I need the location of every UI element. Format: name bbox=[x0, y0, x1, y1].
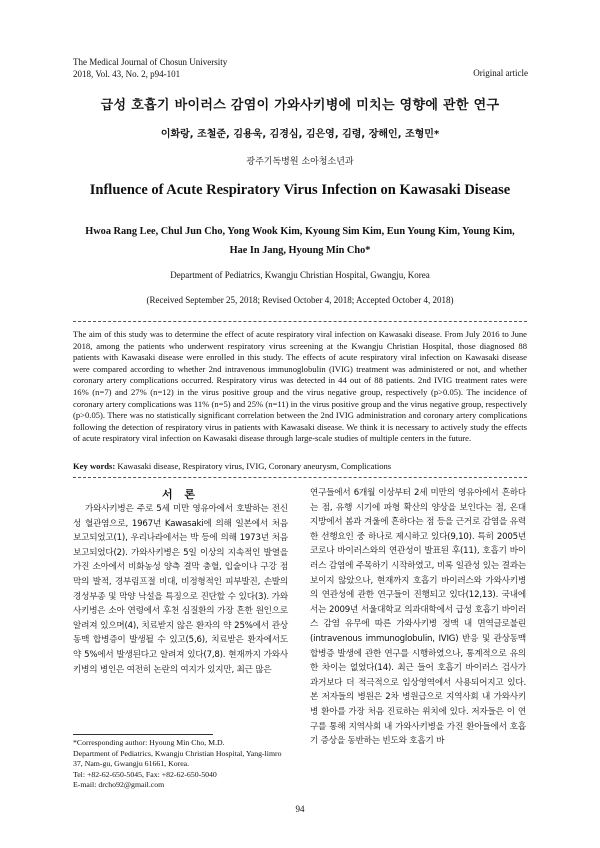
received-dates: (Received September 25, 2018; Revised October 4, 2018; Accepted October 4, 2018) bbox=[146, 295, 454, 305]
body-left-text: 가와사키병은 주로 5세 미만 영유아에서 호발하는 전신성 혈관염으로, 1967년 Kawasaki에 의해 일본에서 처음 보고되었고(1), 우리나라에서는 박 등에 의해 1973년 처음 보고되었다(2). 가와사키병은 5일 이상의 지속적인 발열을 가진 소아에서 비화농성 양측 결막 충혈, 입술이나 구강 점막의 발적, 경부림프절 비대, 비정형적인 피부발진, 손발의 경성부종 및 막양 낙설을 특징으로 진단할 수 있다(3). 가와사키병은 소아 연령에서 후천 심질환의 가장 흔한 원인으로 알려져 있으며(4), 치료받지 않은 환자의 약 25%에서 관상동맥 합병증이 발생될 수 있고(5,6), 치료받은 환자에서도 약 5%에서 발생된다고 알려져 있다(7,8). 현재까지 가와사키병의 병인은 여전히 논란의 여지가 있지만, 최근 많은 bbox=[73, 504, 288, 675]
english-authors-line1: Hwoa Rang Lee, Chul Jun Cho, Yong Wook Kim, Kyoung Sim Kim, Eun Young Kim, Young Kim, bbox=[85, 226, 515, 237]
footnote-corresponding: *Corresponding author: Hyoung Min Cho, M.D. bbox=[73, 738, 225, 747]
footnote-rule bbox=[73, 734, 213, 735]
corresponding-footnote bbox=[73, 738, 282, 791]
abstract-text: The aim of this study was to determine the effect of acute respiratory viral infection on Kawasaki disease. From July 2016 to June 2018, among the patients who underwent respiratory virus screening at the Kwangju Christian Hospital, those diagnosed 88 patients with Kawasaki disease were enrolled in this study. The effects of acute respiratory viral infection on Kawasaki disease were compared according to whether 2nd intravenous immunoglobulin (IVIG) treatment was administered or not, and whether coronary artery complications occurred. Respiratory virus was detected in 44 out of 88 patients. 2nd IVIG treatment rates were 16% (n=7) and 27% (n=12) in the virus positive group and the virus negative group, respectively (p>0.05). The incidence of coronary artery complications was 11% (n=5) and 25% (n=11) in the virus positive group and the virus negative group, respectively (p>0.05). There was no statistically significant correlation between the 2nd IVIG administration and coronary artery complications following the detection of respiratory virus in patients with Kawasaki disease. We think it is necessary to actively study the effects of acute respiratory viral infection on Kawasaki disease through large-scale studies of multiple centers in the future. bbox=[73, 329, 527, 444]
footnote-email: E-mail: drcho92@gmail.com bbox=[73, 780, 165, 790]
korean-authors: 이화랑, 조철준, 김용욱, 김경심, 김은영, 김령, 장해인, 조형민* bbox=[160, 129, 440, 140]
english-affiliation: Department of Pediatrics, Kwangju Christian Hospital, Gwangju, Korea bbox=[170, 270, 430, 280]
page-number: 94 bbox=[295, 804, 305, 814]
abstract-bottom-rule bbox=[73, 477, 527, 478]
korean-title: 급성 호흡기 바이러스 감염이 가와사키병에 미치는 영향에 관한 연구 bbox=[100, 98, 500, 113]
body-column-right bbox=[310, 486, 526, 749]
article-type: Original article bbox=[473, 68, 528, 78]
keywords-text: Kawasaki disease, Respiratory virus, IVIG, Coronary aneurysm, Complications bbox=[117, 461, 392, 471]
journal-citation: 2018, Vol. 43, No. 2, p94-101 bbox=[73, 69, 181, 79]
keywords-label: Key words: bbox=[73, 461, 116, 471]
abstract-top-rule bbox=[73, 321, 527, 322]
footnote-dept: Department of Pediatrics, Kwangju Christian Hospital, Yang-limro bbox=[73, 748, 282, 758]
korean-affiliation: 광주기독병원 소아청소년과 bbox=[246, 157, 354, 167]
english-authors bbox=[70, 222, 530, 260]
english-title: Influence of Acute Respiratory Virus Infection on Kawasaki Disease bbox=[89, 182, 511, 198]
abstract bbox=[73, 329, 527, 445]
section-title-introduction: 서 론 bbox=[161, 488, 200, 501]
journal-name: The Medical Journal of Chosun University bbox=[73, 57, 228, 67]
journal-header bbox=[73, 56, 227, 80]
body-right-text: 연구들에서 6개월 이상부터 2세 미만의 영유아에서 흔하다는 점, 유행 시기에 파형 확산의 양상을 보인다는 점, 온대 지방에서 봄과 겨울에 흔하다는 점 등을 근거로 감염을 유력한 선행요인 중 하나로 제시하고 있다(9,10). 특히 2005년 코로나 바이러스와의 연관성이 발표된 후(11), 호흡기 바이러스 감염에 주목하기 시작하였고, 비록 일관성 있는 결과는 보이지 않았으나, 현재까지 호흡기 바이러스와 가와사키병의 연관성에 관한 연구들이 진행되고 있다(12,13). 국내에서는 2009년 서울대학교 의과대학에서 급성 호흡기 바이러스 감염 유무에 따른 가와사키병 정맥 내 면역글로불린(intravenous immunoglobulin, IVIG) 반응 및 관상동맥 합병증 발생에 관한 연구를 시행하였으나, 통계적으로 유의한 차이는 없었다(14). 최근 들어 호흡기 바이러스 검사가 과거보다 더 적극적으로 임상영역에서 사용되어지고 있다. 본 저자들의 병원은 2차 병원급으로 지역사회 내 가와사키병 환아를 가장 처음 진료하는 위치에 있다. 저자들은 이 연구를 통해 지역사회 내 가와사키병을 가진 환아들에서 호흡기 증상을 동반하는 빈도와 호흡기 바 bbox=[310, 488, 526, 747]
keywords bbox=[73, 461, 527, 471]
body-column-left bbox=[73, 502, 288, 677]
english-authors-line2: Hae In Jang, Hyoung Min Cho* bbox=[229, 245, 371, 256]
footnote-tel: Tel: +82-62-650-5045, Fax: +82-62-650-5040 bbox=[73, 769, 217, 779]
footnote-address: 37, Nam-gu, Gwangju 61661, Korea. bbox=[73, 759, 190, 769]
